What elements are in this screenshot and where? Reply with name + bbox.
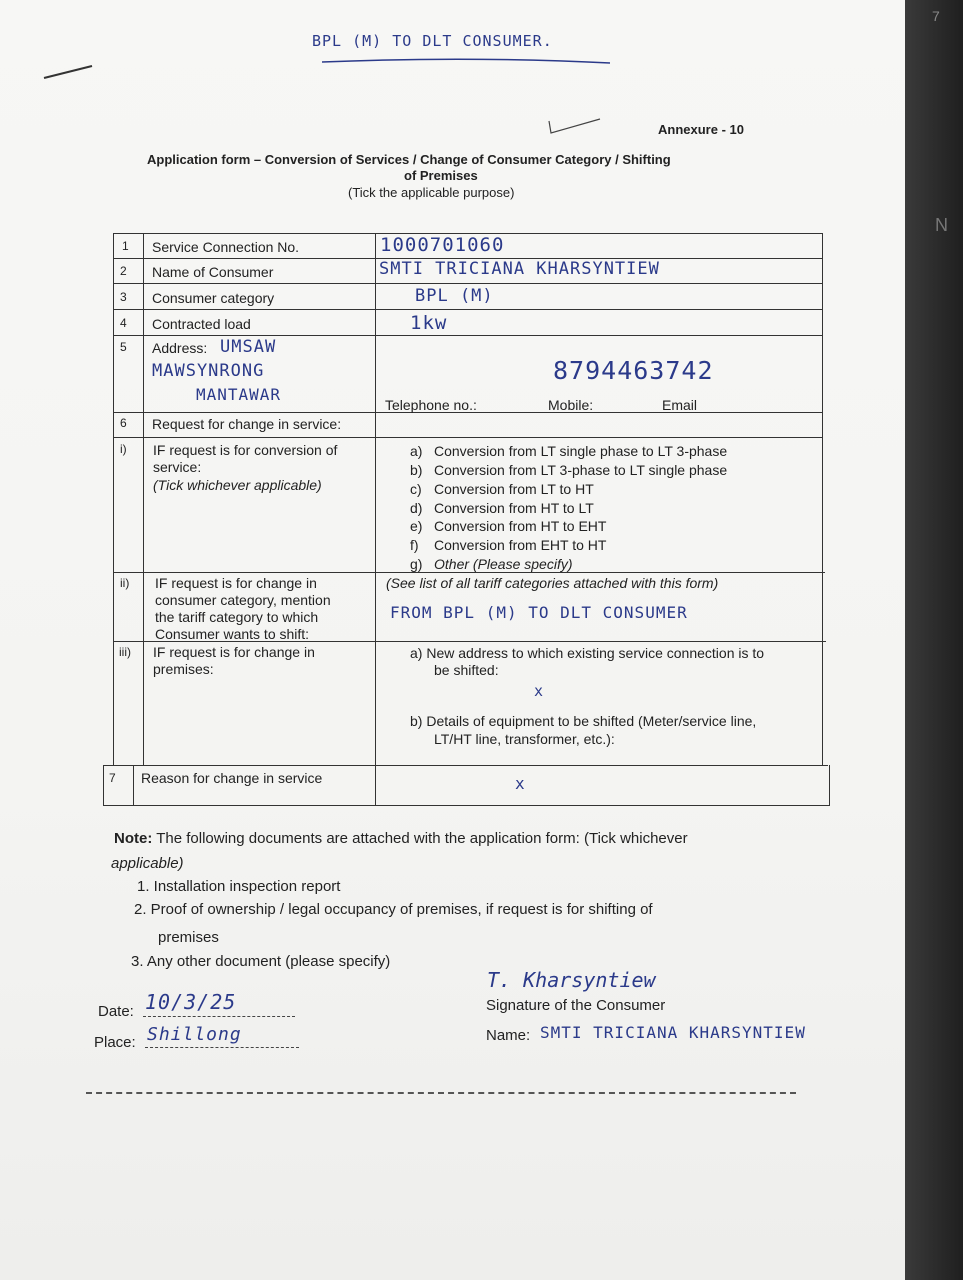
note-item-2-cont: premises <box>158 929 219 946</box>
option-f[interactable]: f) Conversion from EHT to HT <box>410 537 607 553</box>
reason-label: Reason for change in service <box>141 770 323 786</box>
row-iii-number: iii) <box>119 645 131 659</box>
category-change-value: FROM BPL (M) TO DLT CONSUMER <box>390 603 688 622</box>
address-line3: MANTAWAR <box>196 385 282 404</box>
category-change-label-line1: IF request is for change in <box>155 575 317 591</box>
reason-value: x <box>515 774 526 793</box>
option-d[interactable]: d) Conversion from HT to LT <box>410 500 594 516</box>
category-change-label-line3: the tariff category to which <box>155 609 319 625</box>
name-value[interactable]: SMTI TRICIANA KHARSYNTIEW <box>540 1023 806 1042</box>
contracted-load-label: Contracted load <box>152 316 251 332</box>
place-label: Place: <box>94 1034 136 1051</box>
conversion-label-line2: service: <box>153 459 202 475</box>
service-connection-label: Service Connection No. <box>152 239 300 255</box>
table-line <box>113 572 825 573</box>
pen-mark <box>40 60 100 84</box>
row-i-number: i) <box>120 442 127 456</box>
option-b[interactable]: b) Conversion from LT 3-phase to LT single phase <box>410 462 728 478</box>
consumer-name-value: SMTI TRICIANA KHARSYNTIEW <box>379 259 660 279</box>
form-title-line3: (Tick the applicable purpose) <box>348 185 515 200</box>
table-line <box>113 437 823 438</box>
top-handwritten-note: BPL (M) TO DLT CONSUMER. <box>312 32 553 50</box>
table-value-divider <box>375 233 376 805</box>
service-connection-value: 1000701060 <box>380 234 505 256</box>
row3-number: 3 <box>120 290 127 304</box>
option-a[interactable]: a) Conversion from LT single phase to LT 3-phase <box>410 443 728 459</box>
table-line <box>113 283 823 284</box>
name-label: Name: <box>486 1027 531 1044</box>
table-line <box>103 765 828 766</box>
edge-mark-top: 7 <box>932 8 940 24</box>
new-address-label-line2: be shifted: <box>434 662 499 678</box>
equipment-details-label: b) Details of equipment to be shifted (Meter/service line, <box>410 713 757 729</box>
table-border-right-7 <box>829 765 830 805</box>
row5-number: 5 <box>120 340 127 354</box>
row7-number: 7 <box>109 771 116 785</box>
option-g[interactable]: g) Other (Please specify) <box>410 556 573 572</box>
conversion-label-line3: (Tick whichever applicable) <box>153 477 322 493</box>
request-change-label: Request for change in service: <box>152 416 342 432</box>
note-item-3: 3. Any other document (please specify) <box>131 953 391 970</box>
note-block <box>114 830 688 847</box>
check-mark <box>545 115 605 137</box>
tariff-list-note: (See list of all tariff categories attached with this form) <box>386 575 719 591</box>
note-text: The following documents are attached with the application form: (Tick whichever <box>156 830 688 847</box>
option-e[interactable]: e) Conversion from HT to EHT <box>410 518 607 534</box>
email-label: Email <box>662 397 698 413</box>
note-item-1: 1. Installation inspection report <box>137 878 341 895</box>
table-line <box>113 309 823 310</box>
note-text-line2: applicable) <box>111 855 184 872</box>
place-line <box>145 1047 299 1048</box>
mobile-number-value: 8794463742 <box>553 356 714 385</box>
mobile-label: Mobile: <box>548 397 594 413</box>
conversion-label-line1: IF request is for conversion of <box>153 442 338 458</box>
row4-number: 4 <box>120 316 127 330</box>
contracted-load-value: 1kw <box>410 312 448 334</box>
consumer-category-value: BPL (M) <box>415 286 494 306</box>
table-line <box>113 335 823 336</box>
bottom-dashed-rule <box>86 1092 796 1094</box>
telephone-label: Telephone no.: <box>385 397 477 413</box>
row1-number: 1 <box>122 239 129 253</box>
row-ii-number: ii) <box>120 576 130 590</box>
premises-change-label-line1: IF request is for change in <box>153 644 315 660</box>
place-value[interactable]: Shillong <box>147 1024 242 1045</box>
table-col-divider <box>143 233 144 765</box>
category-change-label-line4: Consumer wants to shift: <box>155 626 310 642</box>
address-line1: UMSAW <box>220 337 277 357</box>
category-change-label-line2: consumer category, mention <box>155 592 331 608</box>
table-border-left-7 <box>103 765 104 805</box>
table-border-bottom <box>103 805 830 806</box>
consumer-category-label: Consumer category <box>152 290 275 306</box>
note-item-2: 2. Proof of ownership / legal occupancy of premises, if request is for shifting of <box>134 901 653 918</box>
table-border-right <box>822 233 823 765</box>
form-title-line2: of Premises <box>404 168 478 183</box>
note-lead: Note: <box>114 830 153 847</box>
option-c[interactable]: c) Conversion from LT to HT <box>410 481 594 497</box>
date-label: Date: <box>98 1003 134 1020</box>
date-line <box>143 1016 295 1017</box>
consumer-name-label: Name of Consumer <box>152 264 274 280</box>
form-title-line1: Application form – Conversion of Services / Change of Consumer Category / Shifting <box>147 152 671 167</box>
row6-number: 6 <box>120 416 127 430</box>
top-note-underline <box>320 54 620 68</box>
signature-handwritten: T. Kharsyntiew <box>487 968 656 992</box>
row2-number: 2 <box>120 264 127 278</box>
edge-mark-side: N <box>935 215 948 235</box>
premises-change-label-line2: premises: <box>153 661 214 677</box>
table-col-divider-7 <box>133 765 134 805</box>
table-border-left <box>113 233 114 765</box>
address-line2: MAWSYNRONG <box>152 361 265 381</box>
signature-label: Signature of the Consumer <box>486 997 666 1014</box>
new-address-value: x <box>534 682 545 700</box>
equipment-details-label-line2: LT/HT line, transformer, etc.): <box>434 731 615 747</box>
address-label: Address: <box>152 340 208 356</box>
new-address-label: a) New address to which existing service connection is to <box>410 645 765 661</box>
date-value[interactable]: 10/3/25 <box>145 990 237 1014</box>
annexure-label: Annexure - 10 <box>658 122 744 137</box>
